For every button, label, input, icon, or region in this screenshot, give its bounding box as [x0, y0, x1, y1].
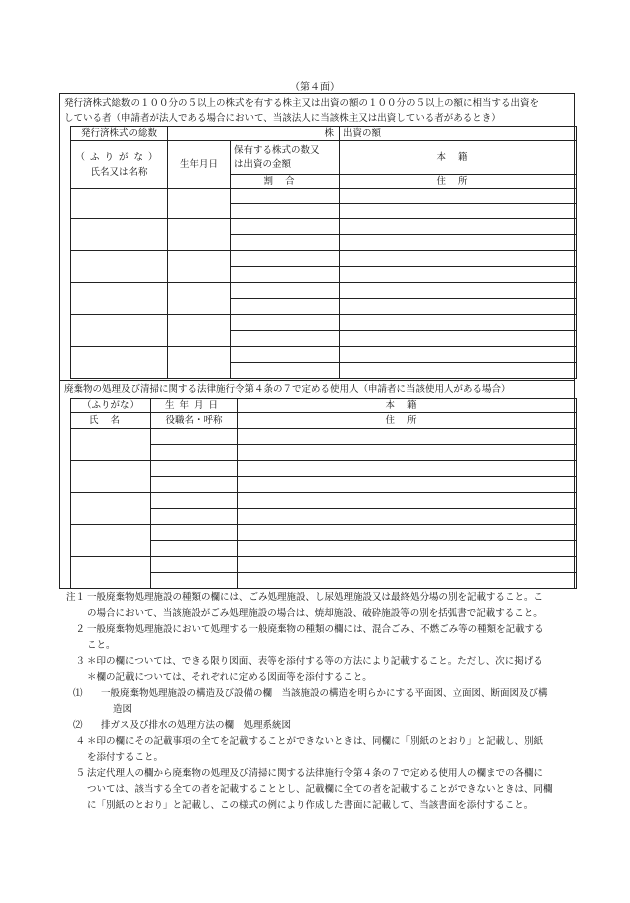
honseki-cell[interactable]	[340, 251, 577, 267]
employee-name-cell[interactable]	[71, 557, 151, 589]
note-5: ５ 法定代理人の欄から廃棄物の処理及び清掃に関する法律施行令第４条の７で定める使用人の欄までの各欄に ついては、該当する全ての者を記載することとし、記載欄に全ての者を記載することができないときは、同欄 に「別紙のとおり」と記載し、この様式の例により作成した書面に記載して、当該書面を添付すること。	[75, 768, 553, 811]
address-cell[interactable]	[340, 363, 577, 379]
name-cell[interactable]	[71, 219, 168, 251]
birth-cell[interactable]	[168, 315, 231, 347]
employee-honseki-cell[interactable]	[238, 525, 577, 541]
note-4: ４ ＊印の欄にその記載事項の全てを記載することができないときは、同欄に「別紙のとおり」と記載し、別紙 を添付すること。	[75, 736, 544, 763]
name-label: 氏名又は名称	[90, 166, 148, 178]
holding-cell[interactable]	[231, 315, 340, 331]
employee-name-cell[interactable]	[71, 493, 151, 525]
ratio-cell[interactable]	[231, 299, 340, 315]
employee-honseki-cell[interactable]	[238, 557, 577, 573]
employee-name-cell[interactable]	[71, 461, 151, 493]
holding-cell[interactable]	[231, 219, 340, 235]
honseki-cell[interactable]	[340, 189, 577, 204]
employee-birth-cell[interactable]	[151, 429, 238, 445]
ratio-cell[interactable]	[231, 363, 340, 379]
ratio-label: 割合	[231, 175, 340, 189]
birth-cell[interactable]	[168, 219, 231, 251]
holding-label-1: 保有する株式の数又	[234, 144, 320, 156]
honseki-cell[interactable]	[340, 347, 577, 363]
furigana-name-header	[71, 141, 168, 189]
address-cell[interactable]	[340, 235, 577, 251]
title-label: 役職名・呼称	[151, 413, 238, 429]
employee-address-cell[interactable]	[238, 477, 577, 493]
ratio-cell[interactable]	[231, 235, 340, 251]
address-cell[interactable]	[340, 299, 577, 315]
note-3: ３ ＊印の欄については、できる限り図面、表等を添付する等の方法により記載すること。ただし、次に掲げる ＊欄の記載については、それぞれに定める図面等を添付すること。	[75, 656, 543, 683]
ratio-cell[interactable]	[231, 267, 340, 283]
unit-shares: 株	[168, 127, 340, 141]
name-cell[interactable]	[71, 189, 168, 219]
birth-cell[interactable]	[168, 283, 231, 315]
honseki-cell[interactable]	[340, 315, 577, 331]
holding-cell[interactable]	[231, 251, 340, 267]
employee-birth-cell[interactable]	[151, 461, 238, 477]
ratio-cell[interactable]	[231, 204, 340, 219]
employee-birth-cell[interactable]	[151, 525, 238, 541]
form-frame	[59, 93, 575, 589]
birth-cell[interactable]	[168, 347, 231, 379]
employee-table	[70, 398, 577, 589]
employee-title-cell[interactable]	[151, 541, 238, 557]
honseki-cell[interactable]	[340, 219, 577, 235]
address-cell[interactable]	[340, 267, 577, 283]
honseki-label-2: 本籍	[238, 399, 577, 413]
ratio-cell[interactable]	[231, 331, 340, 347]
employee-address-cell[interactable]	[238, 445, 577, 461]
employee-honseki-cell[interactable]	[238, 461, 577, 477]
address-cell[interactable]	[340, 204, 577, 219]
address-label-2: 住所	[238, 413, 577, 429]
section-divider	[60, 380, 574, 381]
address-cell[interactable]	[340, 331, 577, 347]
birth-cell[interactable]	[168, 189, 231, 219]
section2-caption: 廃棄物の処理及び清掃に関する法律施行令第４条の７で定める使用人（申請者に当該使用人がある場合）	[64, 384, 511, 395]
holding-cell[interactable]	[231, 283, 340, 299]
name-cell[interactable]	[71, 251, 168, 283]
employee-title-cell[interactable]	[151, 445, 238, 461]
employee-title-cell[interactable]	[151, 509, 238, 525]
section1-caption-line2: している者（申請者が法人である場合において、当該法人に当該株主又は出資している者があるとき）	[64, 113, 501, 124]
page-label: （第４面）	[290, 82, 340, 93]
employee-title-cell[interactable]	[151, 573, 238, 589]
holding-cell[interactable]	[231, 189, 340, 204]
employee-birth-cell[interactable]	[151, 557, 238, 573]
name-cell[interactable]	[71, 347, 168, 379]
name-label-2: 氏名	[71, 413, 151, 429]
note-1: 注１ 一般廃棄物処理施設の種類の欄には、ごみ処理施設、し尿処理施設又は最終処分場の別を記載すること。こ の場合において、当該施設がごみ処理施設の場合は、焼却施設、破砕施設等の別を括弧書で記載すること。	[65, 592, 544, 619]
employee-name-cell[interactable]	[71, 429, 151, 461]
employee-address-cell[interactable]	[238, 541, 577, 557]
employee-title-cell[interactable]	[151, 477, 238, 493]
holding-cell[interactable]	[231, 347, 340, 363]
notes-section	[59, 590, 579, 814]
furigana-label: （ふりがな）	[75, 151, 163, 163]
holding-label-2: は出資の金額	[234, 158, 292, 170]
holding-header	[231, 141, 340, 175]
note-2: ２ 一般廃棄物処理施設において処理する一般廃棄物の種類の欄には、混合ごみ、不燃ごみ等の種類を記載する こと。	[75, 624, 544, 651]
employee-honseki-cell[interactable]	[238, 429, 577, 445]
employee-address-cell[interactable]	[238, 573, 577, 589]
furigana-label-2: （ふりがな）	[71, 399, 151, 413]
section1-caption-line1: 発行済株式総数の１００分の５以上の株式を有する株主又は出資の額の１００分の５以上の額に相当する出資を	[64, 98, 540, 109]
employee-name-cell[interactable]	[71, 525, 151, 557]
birth-cell[interactable]	[168, 251, 231, 283]
birth-label-2: 生年月日	[151, 399, 238, 413]
name-cell[interactable]	[71, 315, 168, 347]
note-3-1: ⑴ 一般廃棄物処理施設の構造及び設備の欄 当該施設の構造を明らかにする平面図、立面図、断面図及び構 造図	[73, 688, 548, 715]
honseki-label: 本籍	[340, 141, 577, 175]
shareholder-table	[70, 126, 577, 379]
birth-label: 生年月日	[168, 141, 231, 189]
name-cell[interactable]	[71, 283, 168, 315]
employee-honseki-cell[interactable]	[238, 493, 577, 509]
issued-total-label: 発行済株式の総数	[71, 127, 168, 141]
address-label: 住所	[340, 175, 577, 189]
honseki-cell[interactable]	[340, 283, 577, 299]
note-3-2: ⑵ 排ガス及び排水の処理方法の欄 処理系統図	[73, 720, 292, 731]
employee-address-cell[interactable]	[238, 509, 577, 525]
employee-birth-cell[interactable]	[151, 493, 238, 509]
capital-label: 出資の額	[340, 127, 577, 141]
